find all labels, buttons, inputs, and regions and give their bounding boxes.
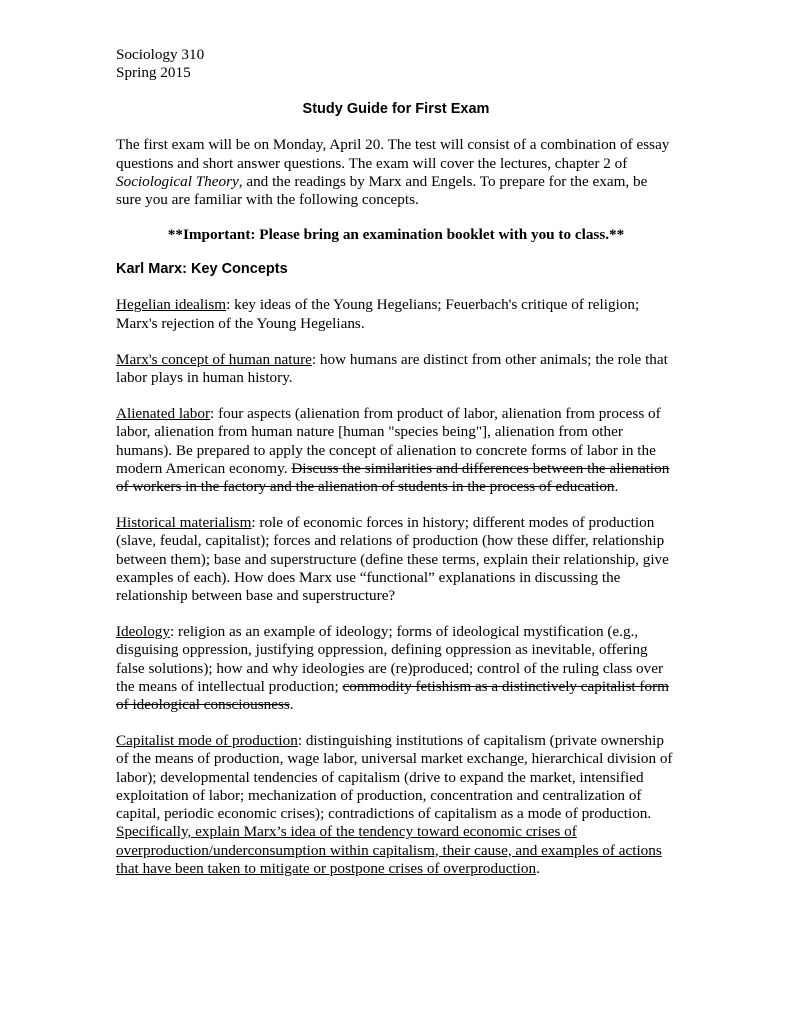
concept-alienated-labor — [116, 405, 676, 496]
struck-text: Discuss the similarities and differences between the alienation of workers in the factory and the alienation of students in the process of education — [116, 459, 670, 496]
concept-text: : four aspects (alienation from product of labor, alienation from process of labor, alienation from human nature [human "species being"], alienation from other humans). Be prepared to apply the concept of alienation to concrete forms of labor in the modern American economy. — [116, 405, 661, 477]
struck-text: commodity fetishism as a distinctively capitalist form of ideological consciousness — [116, 677, 669, 714]
concept-historical-materialism — [116, 514, 676, 605]
concept-term: Ideology — [116, 623, 170, 641]
course-term: Spring 2015 — [116, 64, 191, 82]
concept-text: : key ideas of the Young Hegelians; Feuerbach's critique of religion; Marx's rejection of the Young Hegelians. — [116, 296, 640, 332]
intro-text-1: The first exam will be on Monday, April 20. The test will consist of a combination of essay questions and short answer questions. The exam will cover the lectures, chapter 2 of — [116, 136, 670, 172]
important-notice: **Important: Please bring an examination booklet with you to class.** — [167, 226, 625, 244]
intro-text-2: , and the readings by Marx and Engels. To prepare for the exam, be sure you are familiar with the following concepts. — [116, 172, 648, 209]
concept-text: : role of economic forces in history; different modes of production (slave, feudal, capitalist); forces and relations of production (how these differ, relationship between them); base and superstructure (define these terms, explain their relationship, give examples of each). How does Marx use “functional” explanations in discussing the relationship between base and superstructure? — [116, 514, 669, 605]
emphasized-text: Specifically, explain Marx’s idea of the tendency toward economic crises of overproduction/underconsumption within capitalism, their cause, and examples of actions that have been taken to mitigate or postpone crises of overproduction — [116, 823, 662, 877]
course-name: Sociology 310 — [116, 46, 205, 63]
concept-term: Capitalist mode of production — [116, 732, 298, 750]
concept-term: Marx's concept of human nature — [116, 350, 312, 368]
concept-term: Alienated labor — [116, 405, 211, 423]
intro-paragraph — [116, 136, 676, 209]
page-title: Study Guide for First Exam — [302, 101, 490, 118]
concept-term: Hegelian idealism — [116, 296, 227, 314]
concept-human-nature — [116, 351, 676, 387]
concept-end: . — [614, 478, 619, 496]
concept-text: : religion as an example of ideology; forms of ideological mystification (e.g., disguising oppression, justifying oppression, defining oppression as inevitable, offering false solutions); how and why ideologies are (re)produced; control of the ruling class over the means of intellectual production; — [116, 623, 664, 695]
course-header — [116, 46, 676, 82]
concept-end: . — [289, 696, 294, 714]
concept-end: . — [536, 859, 540, 877]
book-title: Sociological Theory — [116, 172, 239, 190]
study-guide-page — [116, 46, 676, 878]
concept-text: : how humans are distinct from other animals; the role that labor plays in human history. — [116, 350, 668, 387]
concept-ideology — [116, 623, 676, 714]
concept-capitalist-mode — [116, 732, 676, 878]
concept-term: Historical materialism — [116, 514, 252, 532]
section-heading: Karl Marx: Key Concepts — [116, 261, 288, 278]
concept-hegelian-idealism — [116, 296, 676, 332]
concept-text: : distinguishing institutions of capitalism (private ownership of the means of production, wage labor, universal market exchange, hierarchical division of labor); developmental tendencies of capitalism (drive to expand the market, intensified exploitation of labor; mechanization of production, concentration and centralization of capital, periodic economic crises); contradictions of capitalism as a mode of production. — [116, 732, 673, 823]
